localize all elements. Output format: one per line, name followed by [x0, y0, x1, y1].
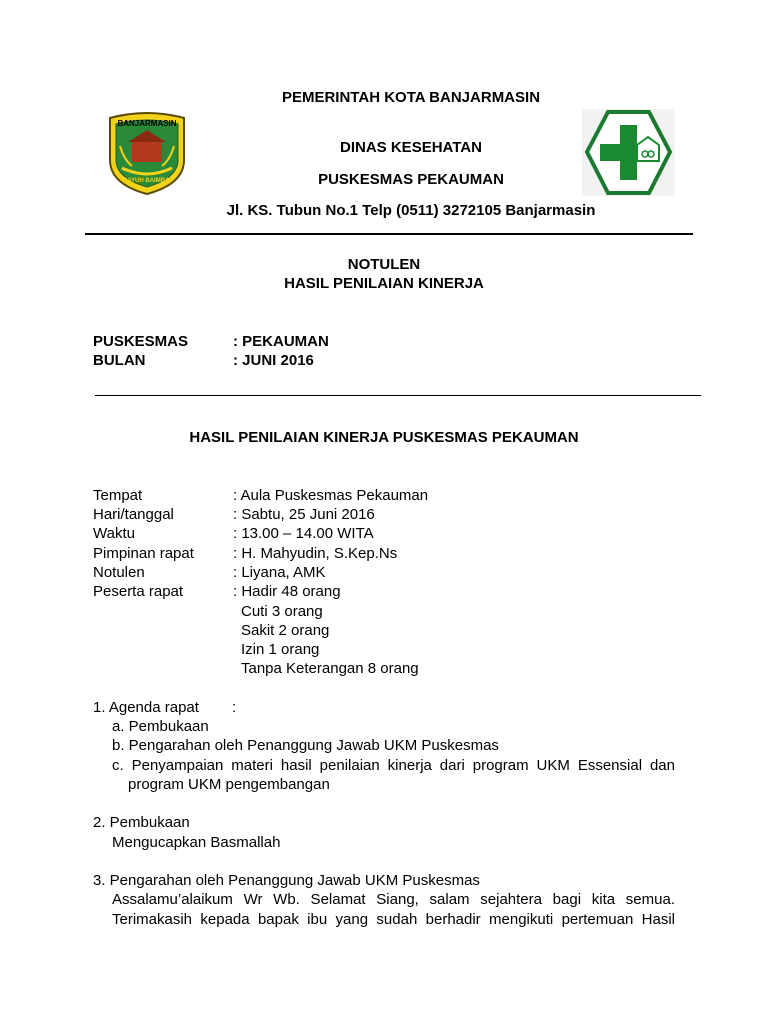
banjarmasin-logo: [106, 110, 188, 196]
gov-heading: PEMERINTAH KOTA BANJARMASIN: [281, 89, 541, 106]
detail-value: : Liyana, AMK: [233, 564, 326, 581]
meta-key: BULAN: [93, 352, 146, 369]
peserta-tanpa-keterangan: Tanpa Keterangan 8 orang: [241, 660, 419, 677]
agenda-item-c-line1: c. Penyampaian materi hasil penilaian kinerja dari program UKM Essensial dan: [112, 757, 675, 774]
address-line: Jl. KS. Tubun No.1 Telp (0511) 3272105 Banjarmasin: [226, 202, 596, 219]
detail-value: : Sabtu, 25 Juni 2016: [233, 506, 375, 523]
detail-value: : 13.00 – 14.00 WITA: [233, 525, 374, 542]
detail-key: Tempat: [93, 487, 143, 504]
meta-puskesmas: [93, 332, 329, 351]
detail-value: : Aula Puskesmas Pekauman: [233, 487, 429, 504]
detail-tempat: [93, 486, 428, 505]
meta-value: : PEKAUMAN: [233, 333, 329, 350]
puskesmas-logo: [582, 109, 675, 196]
agenda-item-c-line2: program UKM pengembangan: [128, 776, 330, 793]
puskesmas-heading: PUSKESMAS PEKAUMAN: [318, 171, 504, 188]
detail-hari-tanggal: [93, 505, 375, 524]
section-divider: [95, 395, 701, 396]
item3-heading: 3. Pengarahan oleh Penanggung Jawab UKM Puskesmas: [93, 872, 480, 889]
detail-notulen: [93, 563, 326, 582]
item3-line1: Assalamu’alaikum Wr Wb. Selamat Siang, salam sejahtera bagi kita semua.: [112, 891, 675, 908]
logo-text-top: BANJARMASIN: [117, 119, 177, 128]
detail-value: : H. Mahyudin, S.Kep.Ns: [233, 545, 398, 562]
detail-key: Waktu: [93, 525, 135, 542]
letterhead-divider: [85, 233, 693, 235]
agenda-colon: :: [232, 699, 237, 716]
section-title: HASIL PENILAIAN KINERJA PUSKESMAS PEKAUMAN: [189, 429, 579, 446]
detail-key: Peserta rapat: [93, 583, 184, 600]
item2-text: Mengucapkan Basmallah: [112, 834, 281, 851]
meta-key: PUSKESMAS: [93, 333, 189, 350]
peserta-izin: Izin 1 orang: [241, 641, 320, 658]
detail-key: Hari/tanggal: [93, 506, 174, 523]
item3-line2: Terimakasih kepada bapak ibu yang sudah berhadir mengikuti pertemuan Hasil: [112, 911, 675, 928]
detail-pimpinan: [93, 544, 397, 563]
logo-text-bottom: KAYUH BAIMBAI: [122, 178, 172, 184]
detail-waktu: [93, 524, 374, 543]
item2-heading: 2. Pembukaan: [93, 814, 190, 831]
agenda-item-a: a. Pembukaan: [112, 718, 209, 735]
meta-bulan: [93, 351, 314, 370]
peserta-sakit: Sakit 2 orang: [241, 622, 330, 639]
detail-value: : Hadir 48 orang: [233, 583, 341, 600]
detail-peserta: [93, 582, 341, 601]
dept-heading: DINAS KESEHATAN: [340, 139, 482, 156]
detail-key: Notulen: [93, 564, 145, 581]
peserta-cuti: Cuti 3 orang: [241, 603, 323, 620]
agenda-item-b: b. Pengarahan oleh Penanggung Jawab UKM Puskesmas: [112, 737, 499, 754]
doc-title: NOTULEN: [347, 256, 421, 273]
agenda-heading: 1. Agenda rapat: [93, 699, 199, 716]
detail-key: Pimpinan rapat: [93, 545, 194, 562]
meta-value: : JUNI 2016: [233, 352, 314, 369]
doc-subtitle: HASIL PENILAIAN KINERJA: [284, 275, 484, 292]
